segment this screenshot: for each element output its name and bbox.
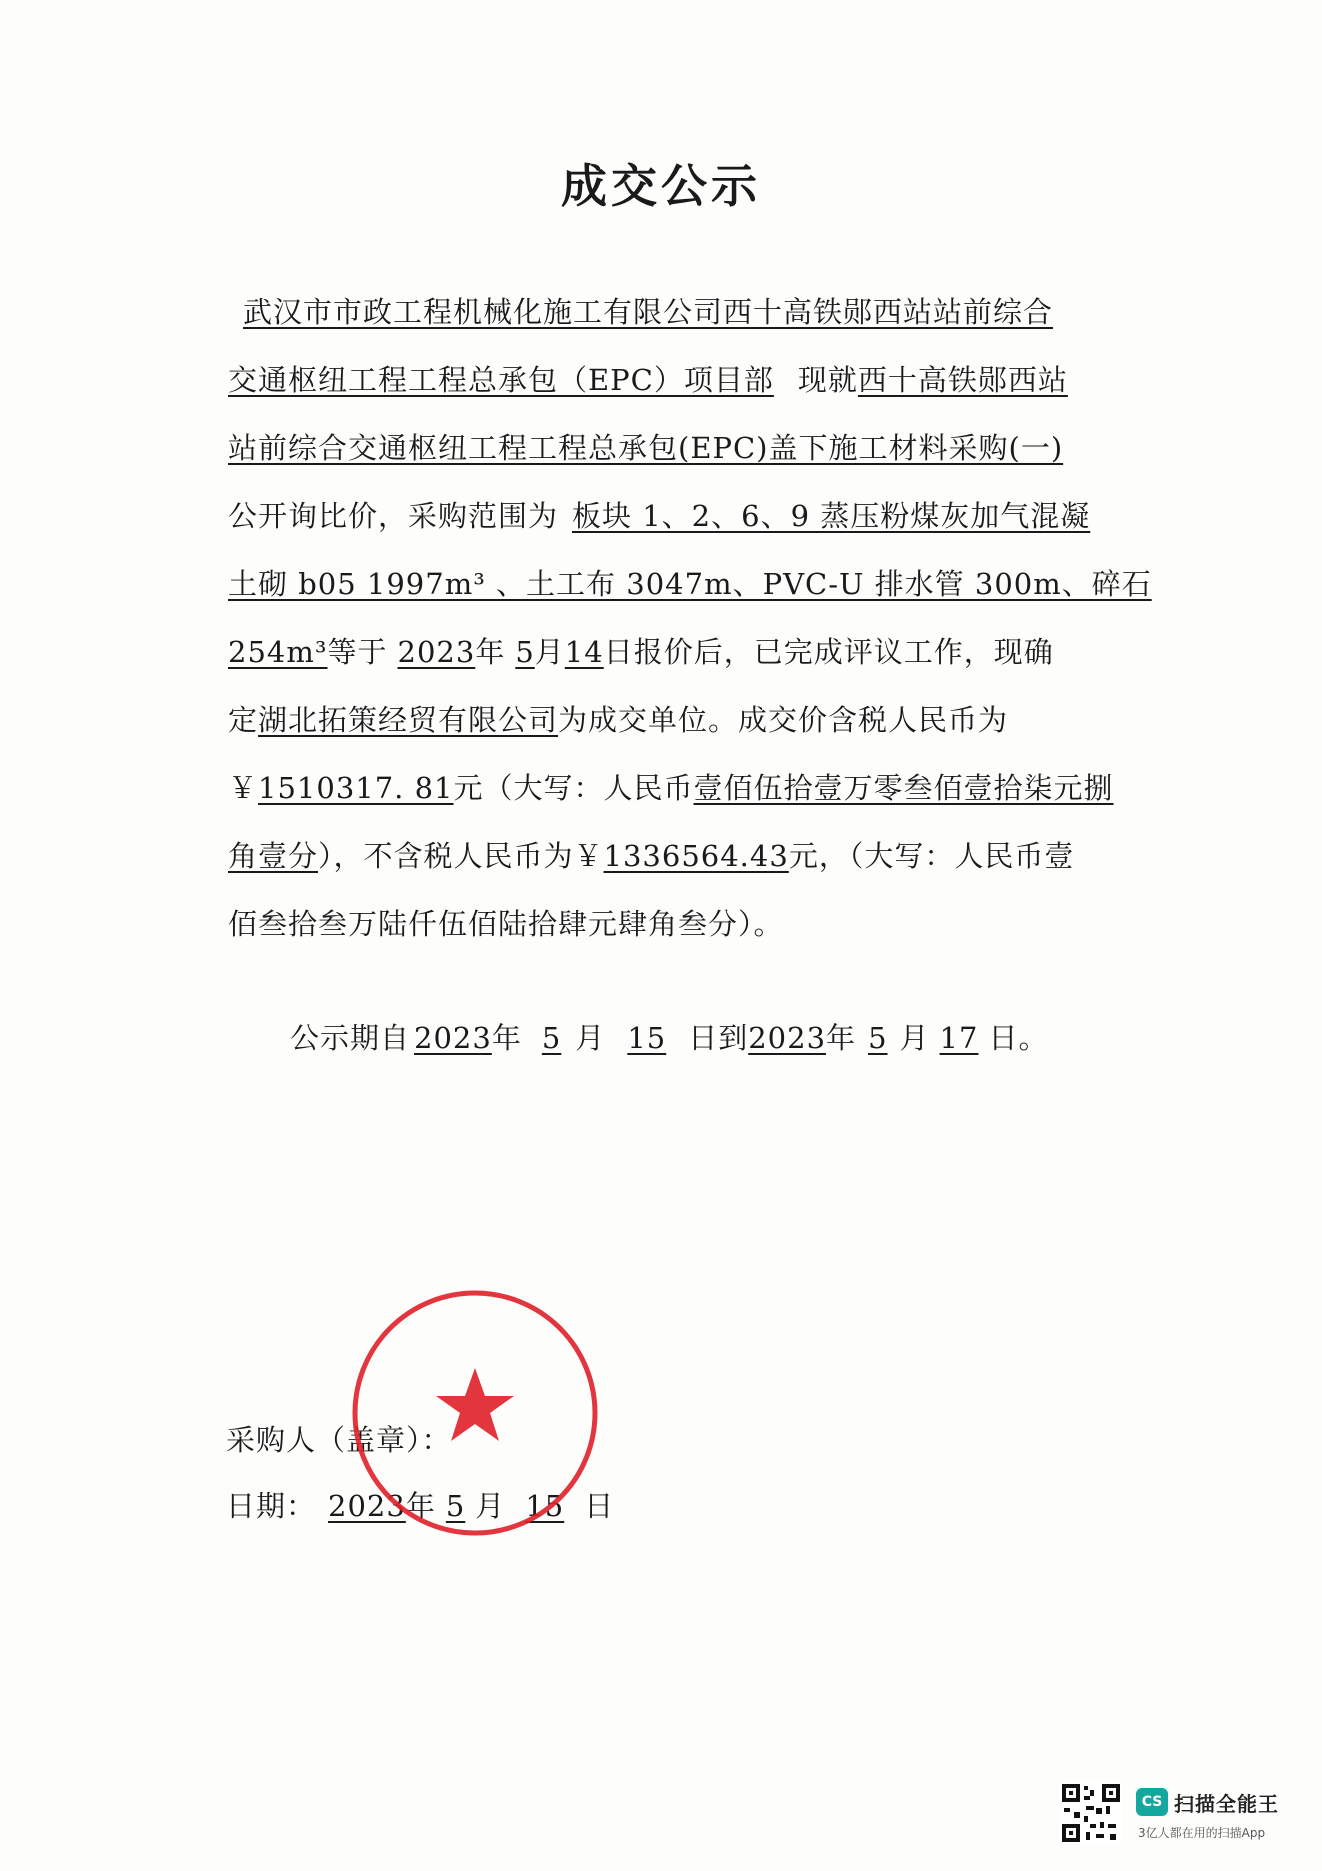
project-name-cont: 站前综合交通枢纽工程工程总承包(EPC)盖下施工材料采购(一) [228, 431, 1064, 465]
scanner-app-name: 扫描全能王 [1174, 1792, 1279, 1816]
body-line-1 [228, 278, 1118, 346]
price-excl-tax: 1336564.43 [603, 839, 789, 873]
procurement-scope-cont: 土砌 b05 1997m³ 、土工布 3047m、PVC-U 排水管 300m、碎石 [228, 567, 1152, 601]
price-incl-tax-words-end: 角壹分 [228, 839, 319, 873]
quote-day: 14 [564, 635, 604, 669]
buyer-signature-line: 采购人（盖章）： [226, 1423, 452, 1457]
project-department-name: 武汉市市政工程机械化施工有限公司西十高铁郧西站站前综合 [243, 295, 1054, 329]
body-line-5 [228, 550, 1152, 618]
procurement-scope-end: 254m³ [228, 635, 328, 669]
procurement-scope: 板块 1、2、6、9 蒸压粉煤灰加气混凝 [572, 499, 1091, 533]
project-name: 西十高铁郧西站 [857, 363, 1068, 397]
signature-month: 5 [445, 1489, 466, 1523]
signature-day: 15 [525, 1489, 565, 1523]
body-line-3 [228, 414, 1118, 482]
body-line-10 [228, 890, 1118, 958]
body-line-4: 公开询比价，采购范围为 板块 1、2、6、9 蒸压粉煤灰加气混凝 [228, 499, 1091, 533]
body-line-6: 254m³等于 2023年 5月14日报价后，已完成评议工作，现确 [228, 635, 1054, 669]
announcement-body [228, 278, 1152, 958]
body-line-2: 交通枢纽工程工程总承包（EPC）项目部 现就西十高铁郧西站 [228, 363, 1068, 397]
qr-code-icon [1060, 1782, 1122, 1844]
body-line-7: 定湖北拓策经贸有限公司为成交单位。成交价含税人民币为 [228, 703, 1009, 737]
period-start-year: 2023 [414, 1021, 492, 1055]
price-incl-tax-words: 壹佰伍拾壹万零叁佰壹拾柒元捌 [693, 771, 1114, 805]
period-end-day: 17 [939, 1021, 979, 1055]
scanner-watermark [1060, 1782, 1300, 1848]
publicity-period: 公示期自 2023年 5 月 15 日到2023年 5 月 17 日。 [290, 1021, 1049, 1055]
official-seal [350, 1288, 600, 1538]
signature-date: 日期： 2023年 5 月 15 日 [226, 1489, 615, 1523]
period-end-year: 2023 [748, 1021, 827, 1055]
period-end-month: 5 [868, 1021, 888, 1055]
price-excl-tax-words: 佰叁拾叁万陆仟伍佰陆拾肆元肆角叁分）。 [228, 907, 784, 941]
price-incl-tax: 1510317. 81 [258, 771, 454, 805]
winning-bidder: 湖北拓策经贸有限公司 [258, 703, 559, 737]
seal-star-icon [436, 1368, 514, 1441]
document-title: 成交公示 [561, 159, 761, 213]
period-start-day: 15 [627, 1021, 667, 1055]
signature-year: 2023 [328, 1489, 406, 1523]
project-department-name-cont: 交通枢纽工程工程总承包（EPC）项目部 [228, 363, 774, 397]
camscanner-icon: CS [1136, 1788, 1168, 1816]
quote-year: 2023 [397, 635, 476, 669]
scanner-tagline: 3亿人都在用的扫描App [1138, 1826, 1266, 1840]
body-line-9: 角壹分），不含税人民币为￥1336564.43元，（大写：人民币壹 [228, 839, 1075, 873]
period-start-month: 5 [541, 1021, 562, 1055]
quote-month: 5 [515, 635, 535, 669]
body-line-8: ￥1510317. 81元（大写：人民币壹佰伍拾壹万零叁佰壹拾柒元捌 [228, 771, 1114, 805]
